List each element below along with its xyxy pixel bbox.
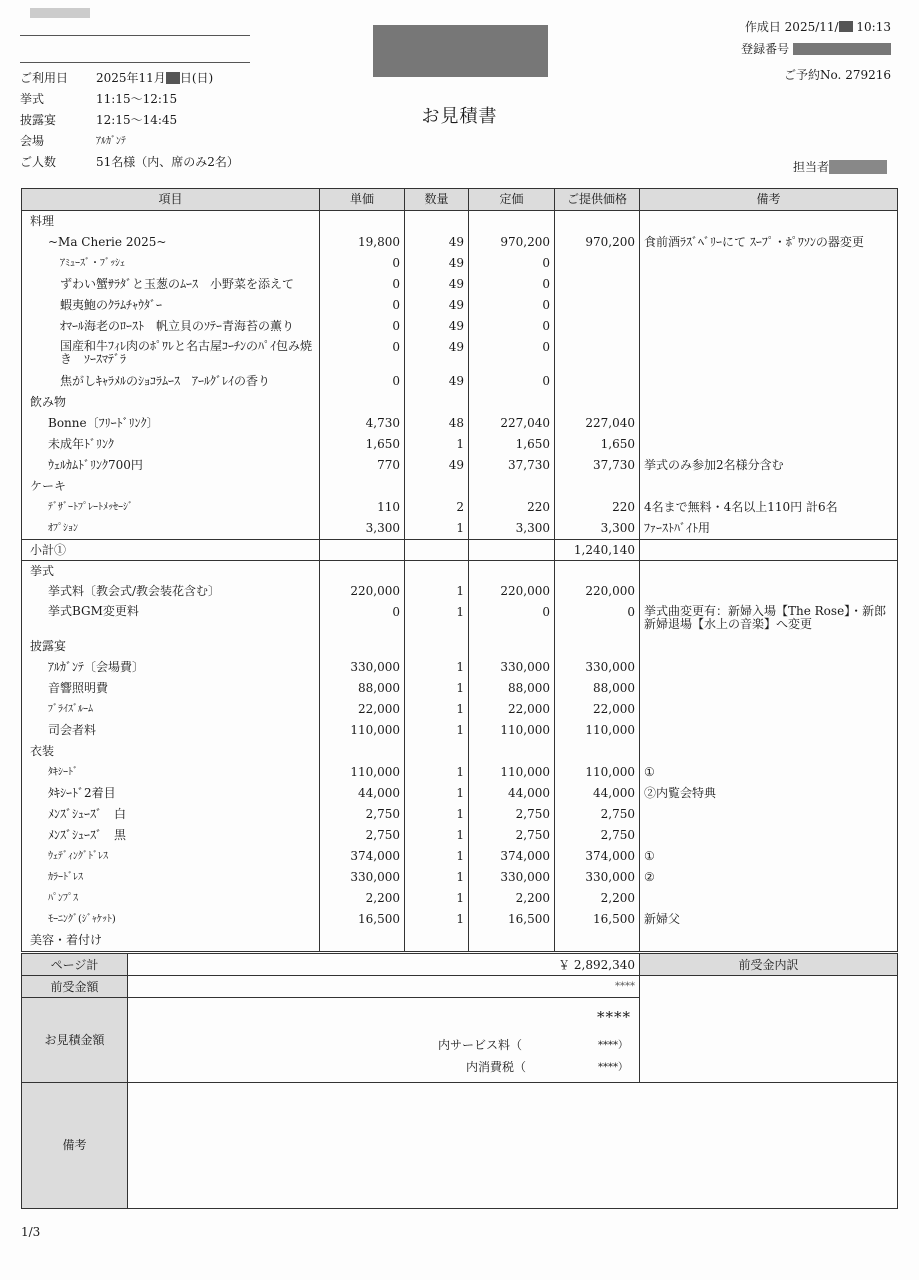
header-divider-2	[20, 62, 250, 63]
table-section-row	[22, 741, 897, 762]
cell-item: ﾊﾟﾝﾌﾟｽ	[22, 888, 320, 909]
table-row	[22, 888, 897, 909]
cell-item: ﾃﾞｻﾞｰﾄﾌﾟﾚｰﾄﾒｯｾｰｼﾞ	[22, 497, 320, 518]
info-row-date	[20, 68, 239, 89]
cell-item: ケーキ	[22, 476, 320, 497]
table-header	[22, 189, 897, 211]
cell-quantity: 2	[405, 497, 469, 518]
cell-note: 新婦父	[644, 912, 681, 926]
col-quantity: 数量	[405, 189, 469, 210]
cell-offer-price: 330,000	[555, 867, 640, 888]
tax-value: ****）	[598, 1062, 628, 1073]
cell-quantity: 1	[405, 762, 469, 783]
advance-label: 前受金額	[22, 976, 128, 998]
info-value-day: 日(日)	[179, 71, 214, 85]
cell-offer-price	[555, 371, 640, 392]
cell-unit-price: 0	[320, 337, 405, 371]
redacted-staff	[829, 160, 887, 174]
cell-list-price: 330,000	[469, 657, 555, 678]
info-key: 会場	[20, 134, 45, 148]
col-offer-price: ご提供価格	[555, 189, 640, 210]
cell-unit-price: 0	[320, 295, 405, 316]
cell-unit-price: 44,000	[320, 783, 405, 804]
cell-offer-price	[555, 274, 640, 295]
staff-label: 担当者	[793, 160, 830, 174]
cell-quantity: 1	[405, 720, 469, 741]
cell-list-price	[469, 741, 555, 762]
cell-item: 司会者料	[22, 720, 320, 741]
cell-unit-price	[320, 476, 405, 497]
cell-quantity: 48	[405, 413, 469, 434]
cell-note	[640, 741, 897, 762]
estimate-label: お見積金額	[22, 998, 128, 1083]
cell-list-price: 374,000	[469, 846, 555, 867]
cell-quantity	[405, 476, 469, 497]
cell-offer-price: 0	[555, 602, 640, 636]
cell-note	[640, 413, 897, 434]
cell-item: ﾀｷｼｰﾄﾞ2着目	[22, 783, 320, 804]
cell-note: 4名まで無料・4名以上110円 計6名	[644, 500, 838, 514]
cell-quantity: 1	[405, 825, 469, 846]
cell-unit-price	[320, 636, 405, 657]
cell-note	[640, 561, 897, 581]
cell-item: 飲み物	[22, 392, 320, 413]
cell-item: ｳｪﾙｶﾑﾄﾞﾘﾝｸ700円	[22, 455, 320, 476]
table-row	[22, 434, 897, 455]
cell-note	[640, 371, 897, 392]
cell-note	[640, 392, 897, 413]
table-row	[22, 783, 897, 804]
cell-item: ﾀｷｼｰﾄﾞ	[22, 762, 320, 783]
cell-quantity	[405, 930, 469, 951]
cell-list-price	[469, 392, 555, 413]
tax-label: 内消費税（	[466, 1060, 527, 1074]
cell-note	[640, 804, 897, 825]
table-section-row	[22, 211, 897, 232]
cell-item: ﾓｰﾆﾝｸﾞ(ｼﾞｬｹｯﾄ)	[22, 909, 320, 930]
cell-unit-price: 770	[320, 455, 405, 476]
cell-item: ﾌﾞﾗｲｽﾞﾙｰﾑ	[22, 699, 320, 720]
redacted-logo	[373, 25, 548, 77]
cell-list-price: 970,200	[469, 232, 555, 253]
cell-quantity: 1	[405, 434, 469, 455]
staff	[793, 158, 887, 175]
cell-quantity: 49	[405, 337, 469, 371]
cell-note	[640, 888, 897, 909]
cell-list-price: 88,000	[469, 678, 555, 699]
cell-item: ずわい蟹ｻﾗﾀﾞと玉葱のﾑｰｽ 小野菜を添えて	[22, 274, 320, 295]
cell-note	[640, 678, 897, 699]
cell-note	[640, 581, 897, 602]
cell-note	[640, 337, 897, 371]
cell-offer-price: 1,650	[555, 434, 640, 455]
cell-unit-price: 330,000	[320, 867, 405, 888]
cell-item: ﾒﾝｽﾞｼｭｰｽﾞ 黒	[22, 825, 320, 846]
cell-note	[640, 930, 897, 951]
cell-list-price: 0	[469, 371, 555, 392]
info-value: 11:15～12:15	[96, 92, 178, 106]
cell-offer-price: 110,000	[555, 720, 640, 741]
cell-item: ｶﾗｰﾄﾞﾚｽ	[22, 867, 320, 888]
cell-item: ｵﾌﾟｼｮﾝ	[22, 518, 320, 539]
cell-quantity: 49	[405, 371, 469, 392]
cell-list-price: 2,750	[469, 804, 555, 825]
info-row-venue	[20, 131, 239, 152]
table-row	[22, 253, 897, 274]
redacted-name	[30, 8, 90, 18]
table-row	[22, 316, 897, 337]
cell-quantity: 1	[405, 678, 469, 699]
cell-quantity	[405, 540, 469, 560]
cell-quantity: 49	[405, 455, 469, 476]
cell-offer-price	[555, 741, 640, 762]
cell-quantity: 1	[405, 867, 469, 888]
cell-note	[640, 253, 897, 274]
cell-quantity	[405, 636, 469, 657]
cell-unit-price: 1,650	[320, 434, 405, 455]
cell-quantity	[405, 741, 469, 762]
estimate-box	[128, 998, 640, 1083]
cell-unit-price: 0	[320, 316, 405, 337]
cell-note	[640, 825, 897, 846]
cell-quantity: 1	[405, 846, 469, 867]
cell-quantity: 1	[405, 909, 469, 930]
cell-list-price: 110,000	[469, 720, 555, 741]
info-value: 2025年11月	[96, 71, 166, 85]
cell-item: 国産和牛ﾌｨﾚ肉のﾎﾟﾜﾚと名古屋ｺｰﾁﾝのﾊﾟｲ包み焼き ｿｰｽﾏﾃﾞﾗ	[22, 337, 320, 371]
cell-list-price	[469, 636, 555, 657]
cell-list-price: 227,040	[469, 413, 555, 434]
cell-list-price: 1,650	[469, 434, 555, 455]
table-section-row	[22, 930, 897, 951]
cell-offer-price: 2,200	[555, 888, 640, 909]
table-row	[22, 657, 897, 678]
col-notes: 備考	[756, 192, 781, 206]
created-label: 作成日	[744, 20, 781, 34]
table-row	[22, 581, 897, 602]
cell-unit-price	[320, 540, 405, 560]
cell-list-price: 0	[469, 295, 555, 316]
document-meta	[741, 16, 891, 86]
cell-offer-price	[555, 295, 640, 316]
cell-quantity: 1	[405, 699, 469, 720]
reg-label: 登録番号	[741, 42, 790, 56]
cell-offer-price	[555, 253, 640, 274]
cell-quantity: 1	[405, 783, 469, 804]
table-row	[22, 413, 897, 434]
cell-note: ①	[644, 765, 655, 779]
redacted-created-day	[839, 21, 853, 32]
cell-unit-price: 16,500	[320, 909, 405, 930]
cell-unit-price	[320, 561, 405, 581]
cell-note	[640, 657, 897, 678]
table-row	[22, 518, 897, 539]
header-divider-1	[20, 35, 250, 36]
cell-note: 食前酒ﾗｽﾞﾍﾞﾘｰにて ｽｰﾌﾟ・ﾎﾟﾜｿﾝの器変更	[644, 235, 864, 249]
info-key: 披露宴	[20, 113, 57, 127]
cell-offer-price	[555, 392, 640, 413]
cell-offer-price: 374,000	[555, 846, 640, 867]
table-row	[22, 720, 897, 741]
cell-list-price: 220,000	[469, 581, 555, 602]
page-number: 1/3	[21, 1225, 41, 1239]
cell-list-price: 2,200	[469, 888, 555, 909]
info-key: ご利用日	[20, 71, 69, 85]
table-row	[22, 295, 897, 316]
redacted-reg	[793, 43, 891, 55]
table-section-row	[22, 539, 897, 560]
cell-offer-price: 2,750	[555, 804, 640, 825]
cell-item: 挙式	[22, 561, 320, 581]
cell-unit-price: 110,000	[320, 762, 405, 783]
cell-item: ﾒﾝｽﾞｼｭｰｽﾞ 白	[22, 804, 320, 825]
cell-offer-price: 88,000	[555, 678, 640, 699]
info-value: 12:15～14:45	[96, 113, 178, 127]
cell-note: 挙式のみ参加2名様分含む	[644, 458, 784, 472]
cell-unit-price	[320, 392, 405, 413]
page-title: お見積書	[421, 106, 498, 127]
created-value: 2025/11/	[784, 20, 839, 34]
table-row	[22, 699, 897, 720]
cell-list-price	[469, 476, 555, 497]
cell-item: Bonne〔ﾌﾘｰﾄﾞﾘﾝｸ〕	[22, 413, 320, 434]
cell-note	[640, 476, 897, 497]
cell-offer-price: 330,000	[555, 657, 640, 678]
cell-unit-price: 2,750	[320, 825, 405, 846]
cell-unit-price: 2,200	[320, 888, 405, 909]
cell-offer-price	[555, 930, 640, 951]
cell-note: ﾌｧｰｽﾄﾊﾞｲﾄ用	[644, 521, 711, 535]
table-row	[22, 455, 897, 476]
cell-quantity	[405, 392, 469, 413]
cell-quantity	[405, 561, 469, 581]
cell-unit-price: 0	[320, 274, 405, 295]
table-body	[22, 211, 897, 951]
redacted-day	[166, 72, 180, 84]
cell-unit-price	[320, 211, 405, 232]
cell-unit-price: 2,750	[320, 804, 405, 825]
cell-item: 衣装	[22, 741, 320, 762]
cell-unit-price: 110	[320, 497, 405, 518]
table-row	[22, 497, 897, 518]
cell-quantity: 1	[405, 888, 469, 909]
registration-number	[741, 38, 891, 60]
cell-offer-price	[555, 476, 640, 497]
table-row	[22, 762, 897, 783]
cell-offer-price	[555, 636, 640, 657]
cell-quantity: 49	[405, 232, 469, 253]
remarks-label: 備考	[22, 1083, 128, 1208]
info-value: ｱﾙｶﾞﾝﾃ	[96, 136, 126, 147]
cell-quantity: 49	[405, 274, 469, 295]
cell-list-price	[469, 930, 555, 951]
cell-quantity: 1	[405, 657, 469, 678]
cell-note: ②内覧会特典	[644, 786, 717, 800]
cell-note	[640, 274, 897, 295]
cell-quantity: 1	[405, 581, 469, 602]
cell-offer-price: 44,000	[555, 783, 640, 804]
cell-item: 挙式料〔教会式/教会装花含む〕	[22, 581, 320, 602]
cell-item: 披露宴	[22, 636, 320, 657]
page-total-label: ページ計	[22, 954, 128, 976]
cell-unit-price: 22,000	[320, 699, 405, 720]
cell-unit-price	[320, 930, 405, 951]
cell-unit-price: 220,000	[320, 581, 405, 602]
cell-unit-price: 0	[320, 602, 405, 636]
cell-offer-price: 16,500	[555, 909, 640, 930]
table-section-row	[22, 560, 897, 581]
cell-note	[640, 295, 897, 316]
advance-breakdown-box	[640, 976, 897, 1083]
cell-list-price: 2,750	[469, 825, 555, 846]
cell-offer-price: 227,040	[555, 413, 640, 434]
col-list-price: 定価	[469, 189, 555, 210]
cell-item: 美容・着付け	[22, 930, 320, 951]
cell-offer-price: 37,730	[555, 455, 640, 476]
cell-offer-price	[555, 337, 640, 371]
cell-offer-price: 2,750	[555, 825, 640, 846]
table-row	[22, 804, 897, 825]
cell-unit-price: 0	[320, 371, 405, 392]
cell-list-price: 16,500	[469, 909, 555, 930]
table-row	[22, 846, 897, 867]
cell-item: 焦がしｷｬﾗﾒﾙのｼｮｺﾗﾑｰｽ ｱｰﾙｸﾞﾚｲの香り	[22, 371, 320, 392]
cell-note: ①	[644, 849, 655, 863]
created-date	[741, 16, 891, 38]
cell-quantity: 49	[405, 253, 469, 274]
cell-item: 未成年ﾄﾞﾘﾝｸ	[22, 434, 320, 455]
service-value: ****）	[598, 1040, 628, 1051]
cell-note	[640, 720, 897, 741]
cell-list-price	[469, 540, 555, 560]
cell-list-price: 220	[469, 497, 555, 518]
cell-unit-price: 4,730	[320, 413, 405, 434]
table-row	[22, 602, 897, 636]
cell-offer-price	[555, 211, 640, 232]
cell-unit-price: 374,000	[320, 846, 405, 867]
cell-offer-price: 970,200	[555, 232, 640, 253]
cell-note: 挙式曲変更有：新婦入場【The Rose】・新郎新婦退場【水上の音楽】へ変更	[644, 604, 887, 631]
cell-note	[640, 434, 897, 455]
estimate-table	[21, 188, 898, 952]
cell-list-price	[469, 211, 555, 232]
cell-unit-price: 330,000	[320, 657, 405, 678]
cell-item: 小計①	[22, 540, 320, 560]
reservation-number: ご予約No. 279216	[784, 68, 891, 82]
cell-unit-price: 3,300	[320, 518, 405, 539]
remarks-box	[128, 1083, 897, 1208]
table-section-row	[22, 476, 897, 497]
cell-list-price: 0	[469, 316, 555, 337]
cell-list-price: 0	[469, 253, 555, 274]
cell-item: ~Ma Cherie 2025~	[22, 232, 320, 253]
cell-list-price: 3,300	[469, 518, 555, 539]
table-row	[22, 909, 897, 930]
cell-list-price: 330,000	[469, 867, 555, 888]
tax-line	[466, 1058, 628, 1075]
info-value: 51名様（内、席のみ2名）	[96, 155, 239, 169]
cell-quantity: 1	[405, 602, 469, 636]
col-unit-price: 単価	[320, 189, 405, 210]
cell-offer-price	[555, 561, 640, 581]
col-item: 項目	[22, 189, 320, 210]
cell-quantity	[405, 211, 469, 232]
info-key: ご人数	[20, 155, 57, 169]
service-charge-line	[438, 1036, 628, 1053]
page-total-value: ￥ 2,892,340	[128, 954, 640, 976]
cell-note	[640, 316, 897, 337]
cell-item: 料理	[22, 211, 320, 232]
cell-offer-price	[555, 316, 640, 337]
cell-list-price: 44,000	[469, 783, 555, 804]
cell-item: ｳｪﾃﾞｨﾝｸﾞﾄﾞﾚｽ	[22, 846, 320, 867]
cell-item: ｵﾏｰﾙ海老のﾛｰｽﾄ 帆立貝のｿﾃｰ青海苔の薫り	[22, 316, 320, 337]
advance-value: ****	[128, 976, 640, 998]
cell-list-price: 0	[469, 337, 555, 371]
cell-item: ｱﾙｶﾞﾝﾃ〔会場費〕	[22, 657, 320, 678]
cell-quantity: 49	[405, 295, 469, 316]
created-time: 10:13	[856, 20, 891, 34]
table-row	[22, 867, 897, 888]
cell-offer-price: 110,000	[555, 762, 640, 783]
cell-list-price: 110,000	[469, 762, 555, 783]
cell-quantity: 1	[405, 804, 469, 825]
table-row	[22, 337, 897, 371]
cell-item: 音響照明費	[22, 678, 320, 699]
cell-quantity: 49	[405, 316, 469, 337]
cell-list-price	[469, 561, 555, 581]
estimate-value: ****	[597, 1008, 631, 1026]
table-section-row	[22, 392, 897, 413]
cell-unit-price	[320, 741, 405, 762]
cell-note: ②	[644, 870, 655, 884]
cell-offer-price: 220,000	[555, 581, 640, 602]
cell-list-price: 0	[469, 602, 555, 636]
table-row	[22, 371, 897, 392]
table-row	[22, 678, 897, 699]
cell-list-price: 0	[469, 274, 555, 295]
cell-unit-price: 19,800	[320, 232, 405, 253]
cell-note	[640, 540, 897, 560]
table-row	[22, 274, 897, 295]
info-row-guests	[20, 152, 239, 173]
table-row	[22, 825, 897, 846]
cell-note	[640, 636, 897, 657]
cell-note	[640, 211, 897, 232]
cell-offer-price: 22,000	[555, 699, 640, 720]
info-key: 挙式	[20, 92, 45, 106]
table-section-row	[22, 636, 897, 657]
cell-unit-price: 88,000	[320, 678, 405, 699]
cell-unit-price: 0	[320, 253, 405, 274]
cell-quantity: 1	[405, 518, 469, 539]
cell-offer-price: 3,300	[555, 518, 640, 539]
summary-block	[21, 953, 898, 1209]
cell-item: 蝦夷鮑のｸﾗﾑﾁｬｳﾀﾞｰ	[22, 295, 320, 316]
advance-breakdown-label: 前受金内訳	[640, 954, 897, 976]
cell-offer-price: 1,240,140	[555, 540, 640, 560]
cell-offer-price: 220	[555, 497, 640, 518]
cell-list-price: 22,000	[469, 699, 555, 720]
cell-list-price: 37,730	[469, 455, 555, 476]
cell-unit-price: 110,000	[320, 720, 405, 741]
cell-item: ｱﾐｭｰｽﾞ・ﾌﾞｯｼｪ	[22, 253, 320, 274]
cell-item: 挙式BGM変更料	[22, 602, 320, 636]
cell-note	[640, 699, 897, 720]
table-row	[22, 232, 897, 253]
service-label: 内サービス料（	[438, 1038, 523, 1052]
